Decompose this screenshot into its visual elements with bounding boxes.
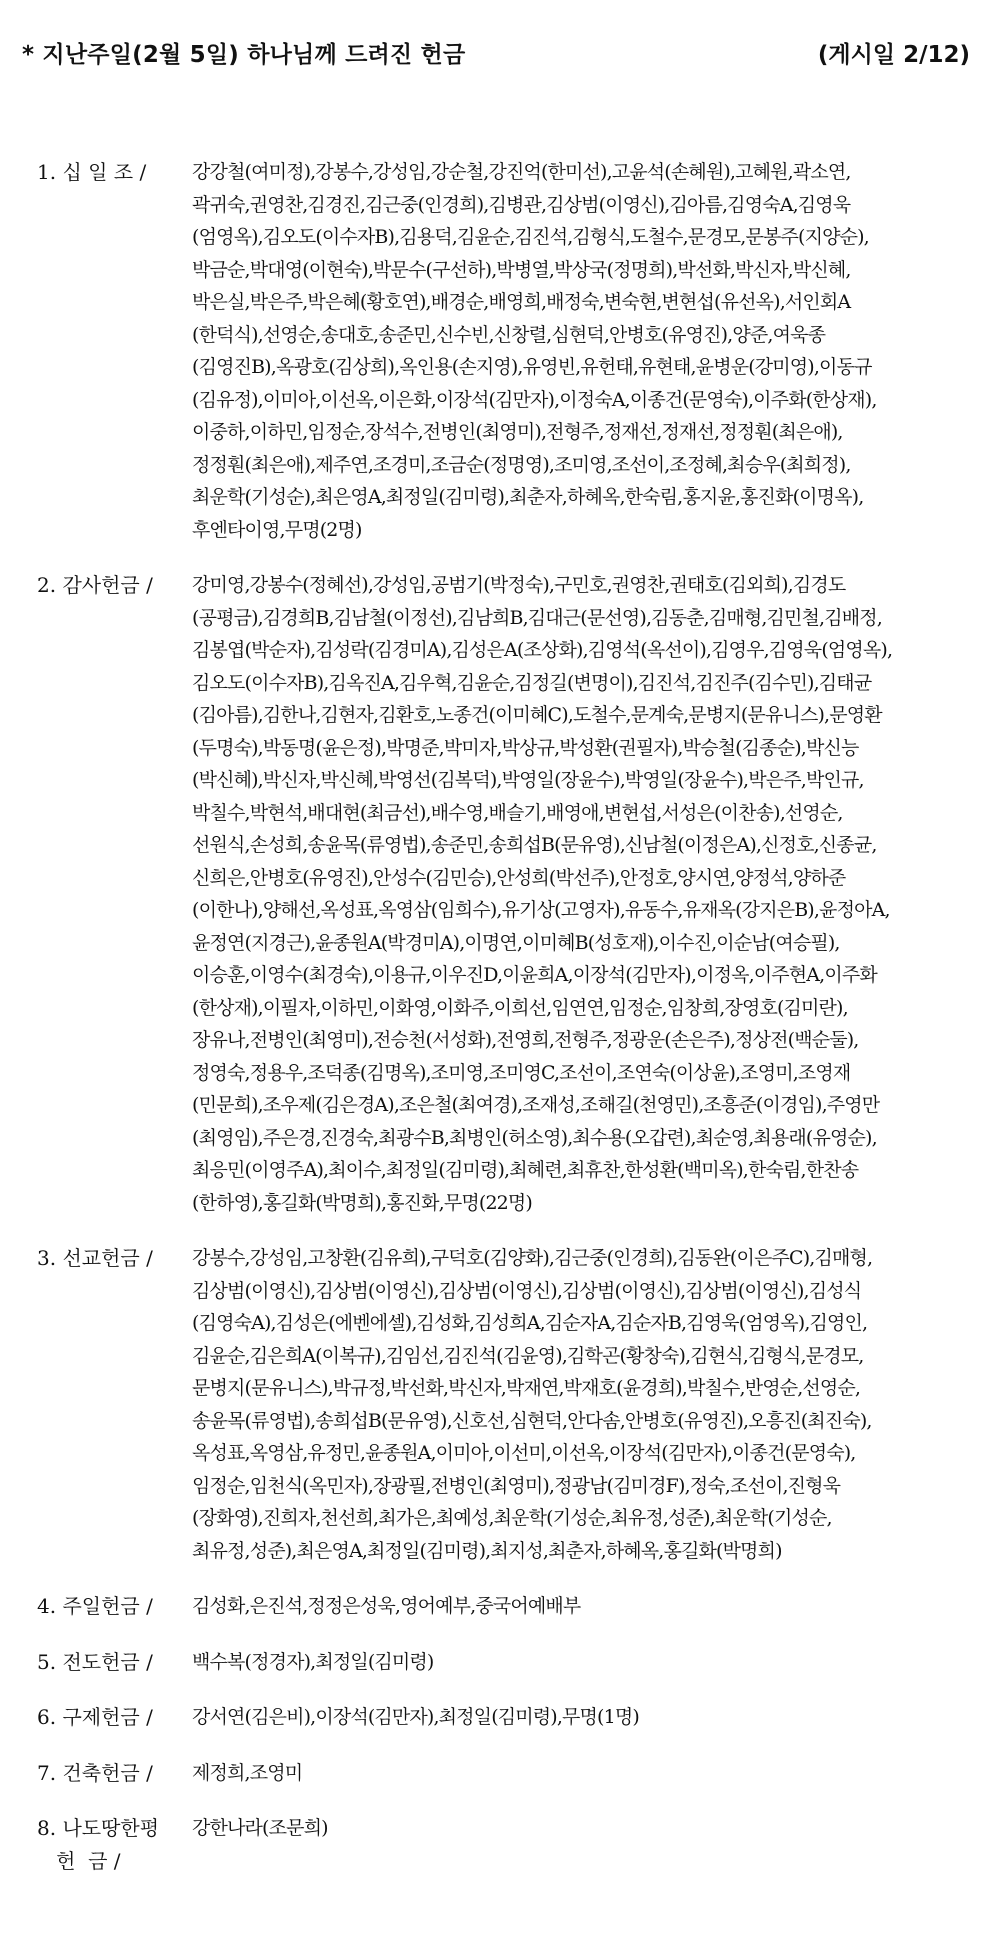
posted-date: (게시일 2/12) xyxy=(817,42,970,68)
section-building xyxy=(22,1757,974,1790)
bulletin-header xyxy=(22,36,974,76)
section-land xyxy=(22,1812,974,1877)
donor-list: 김성화,은진석,정정은성욱,영어예부,중국어예배부 xyxy=(192,1595,581,1617)
section-label: 3. 선교헌금 / xyxy=(37,1246,153,1270)
section-relief xyxy=(22,1701,974,1734)
section-label: 4. 주일헌금 / xyxy=(37,1594,153,1618)
section-label: 7. 건축헌금 / xyxy=(37,1760,153,1785)
offering-sections xyxy=(22,156,974,1877)
donor-list: 강미영,강봉수(정혜선),강성임,공범기(박정숙),구민호,권영찬,권태호(김외희),김경도 (공평금),김경희B,김남철(이정선),김남희B,김대근(문선영),김동춘,김매형,김민철,김배정, 김봉엽(박순자),김성락(김경미A),김성은A(조상화),김영석(옥선이),김영우,김영욱(엄영옥), 김오도(이수자B),김옥진A,김우혁,김윤순,김정길(변명이),김진석,김진주(김수민),김태균 (김아름),김한나,김현자,김환호,노종건(이미혜C),도철수,문계숙,문병지(문유니스),문영환 (두명숙),박동명(윤은정),박명준,박미자,박상규,박성환(권필자),박승철(김종순),박신능 (박신혜),박신자,박신혜,박영선(김복덕),박영일(장윤수),박영일(장윤수),박은주,박인규, 박칠수,박현석,배대현(최금선),배수영,배슬기,배영애,변현섭,서성은(이찬송),선영순, 선원식,손성희,송윤목(류영법),송준민,송희섭B(문유영),신남철(이정은A),신정호,신종균, 신희은,안병호(유영진),안성수(김민승),안성희(박선주),안정호,양시연,양정석,양하준 (이한나),양해선,옥성표,옥영삼(임희수),유기상(고영자),유동수,유재옥(강지은B),윤정아A, 윤정연(지경근),윤종원A(박경미A),이명연,이미혜B(성호재),이수진,이순남(여승필), 이승훈,이영수(최경숙),이용규,이우진D,이윤희A,이장석(김만자),이정옥,이주현A,이주화 (한상재),이필자,이하민,이화영,이화주,이희선,임연연,임정순,임창희,장영호(김미란), 장유나,전병인(최영미),전승천(서성화),전영희,전형주,정광운(손은주),정상전(백순둘), 정영숙,정용우,조덕종(김명옥),조미영,조미영C,조선이,조연숙(이상윤),조영미,조영재 (민문희),조우제(김은경A),조은철(최여경),조재성,조해길(천영민),조흥준(이경임),주영만 (최영임),주은경,진경숙,최광수B,최병인(허소영),최수용(오갑련),최순영,최용래(유영순), 최응민(이영주A),최이수,최정일(김미령),최혜련,최휴찬,한성환(백미옥),한숙림,한찬송 (한하영),홍길화(박명희),홍진화,무명(22명) xyxy=(192,574,893,1214)
donor-list: 제정희,조영미 xyxy=(192,1761,303,1784)
section-label: 6. 구제헌금 / xyxy=(37,1705,153,1729)
section-label: 5. 전도헌금 / xyxy=(37,1649,153,1674)
section-sunday xyxy=(22,1590,974,1623)
page-title: * 지난주일(2월 5일) 하나님께 드려진 헌금 xyxy=(22,42,466,68)
section-tithe xyxy=(22,156,974,546)
donor-list: 강봉수,강성임,고창환(김유희),구덕호(김양화),김근중(인경희),김동완(이은주C),김매형, 김상범(이영신),김상범(이영신),김상범(이영신),김상범(이영신),김상범(이영신),김성식 (김영숙A),김성은(에벤에셀),김성화,김성희A,김순자A,김순자B,김영욱(엄영옥),김영인, 김윤순,김은희A(이복규),김임선,김진석(김윤영),김학곤(황창숙),김현식,김형식,문경모, 문병지(문유니스),박규정,박선화,박신자,박재연,박재호(윤경희),박칠수,반영순,선영순, 송윤목(류영법),송희섭B(문유영),신호선,심현덕,안다솜,안병호(유영진),오흥진(최진숙), 옥성표,옥영삼,유정민,윤종원A,이미아,이선미,이선옥,이장석(김만자),이종건(문영숙), 임정순,임천식(옥민자),장광필,전병인(최영미),정광남(김미경F),정숙,조선이,진형욱 (장화영),진희자,천선희,최가은,최예성,최운학(기성순,최유정,성준),최운학(기성순, 최유정,성준),최은영A,최정일(김미령),최지성,최춘자,하혜옥,홍길화(박명희) xyxy=(192,1247,873,1562)
donor-list: 강강철(여미정),강봉수,강성임,강순철,강진억(한미선),고윤석(손혜원),고혜원,곽소연, 곽귀숙,권영찬,김경진,김근중(인경희),김병관,김상범(이영신),김아름,김영숙A,김영욱 (엄영옥),김오도(이수자B),김용덕,김윤순,김진석,김형식,도철수,문경모,문봉주(지양순), 박금순,박대영(이현숙),박문수(구선하),박병열,박상국(정명희),박선화,박신자,박신혜, 박은실,박은주,박은혜(황호연),배경순,배영희,배정숙,변숙현,변현섭(유선옥),서인회A (한덕식),선영순,송대호,송준민,신수빈,신창렬,심현덕,안병호(유영진),양준,여욱종 (김영진B),옥광호(김상희),옥인용(손지영),유영빈,유헌태,유현태,윤병운(강미영),이동규 (김유정),이미아,이선옥,이은화,이장석(김만자),이정숙A,이종건(문영숙),이주화(한상재), 이중하,이하민,임정순,장석수,전병인(최영미),전형주,정재선,정재선,정정훤(최은애), 정정훤(최은애),제주연,조경미,조금순(정명영),조미영,조선이,조정혜,최승우(최희정), 최운학(기성순),최은영A,최정일(김미령),최춘자,하혜옥,한숙림,홍지윤,홍진화(이명옥), 후엔타이영,무명(2명) xyxy=(192,161,877,541)
section-mission xyxy=(22,1242,974,1567)
donor-list: 강한나라(조문희) xyxy=(192,1817,328,1839)
section-label: 8. 나도땅한평 헌 금 / xyxy=(37,1816,160,1873)
section-label: 1. 십 일 조 / xyxy=(37,160,147,184)
donor-list: 강서연(김은비),이장석(김만자),최정일(김미령),무명(1명) xyxy=(192,1706,639,1728)
section-evangelism xyxy=(22,1646,974,1679)
donor-list: 백수복(정경자),최정일(김미령) xyxy=(192,1650,434,1673)
section-thanksgiving xyxy=(22,569,974,1219)
section-label: 2. 감사헌금 / xyxy=(37,573,153,597)
